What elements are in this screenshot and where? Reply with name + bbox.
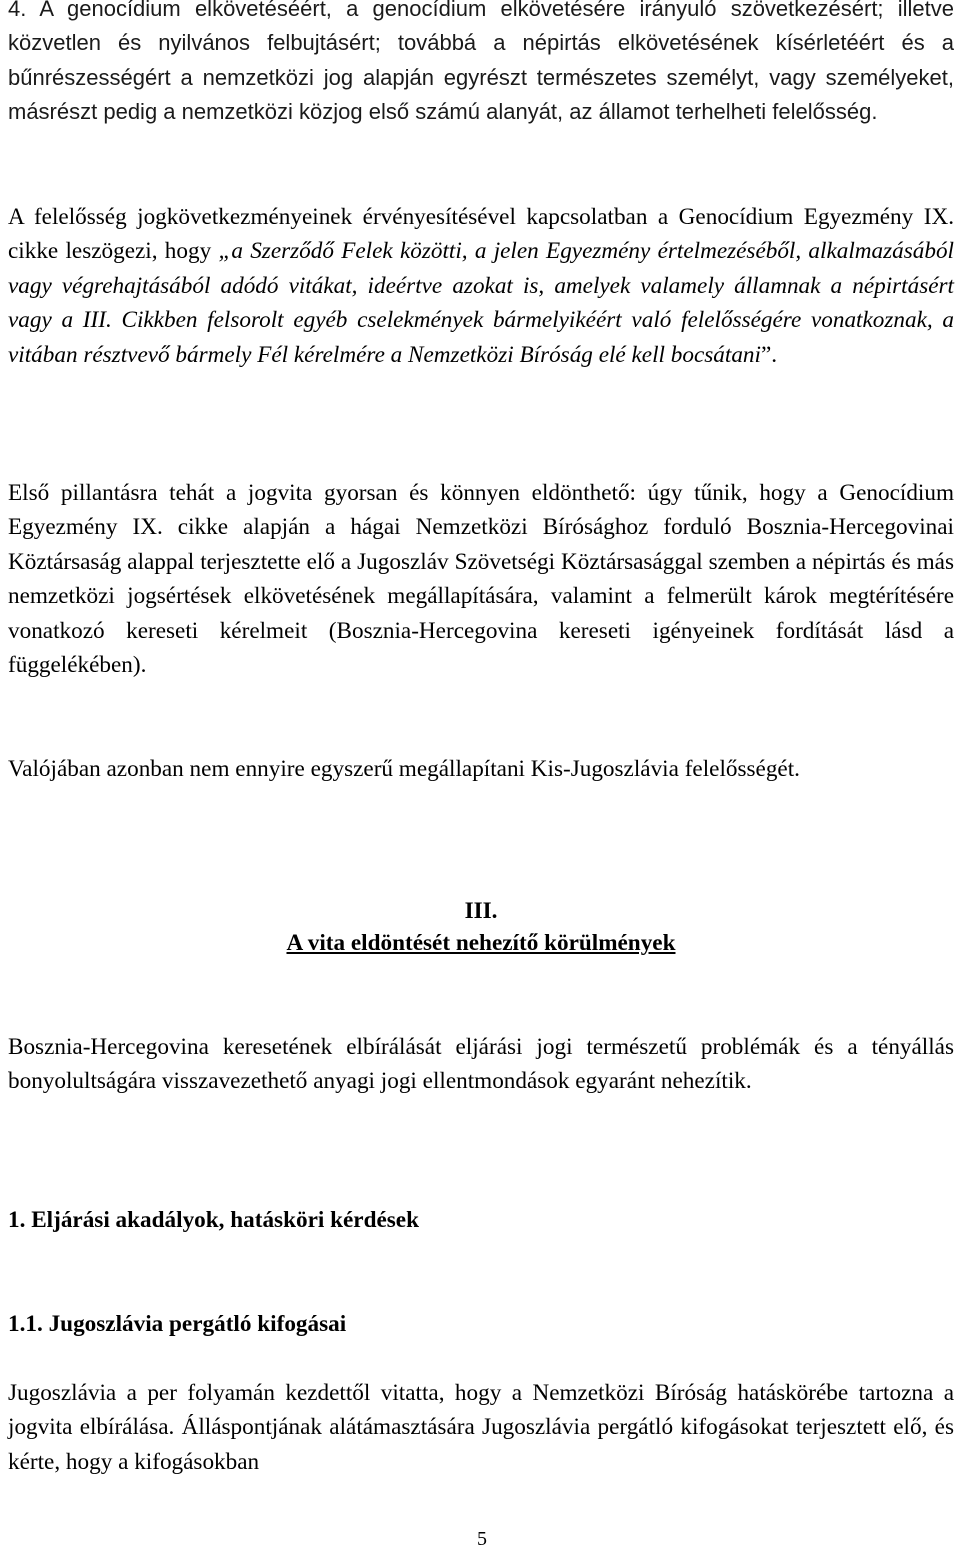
subheading-procedural-obstacles: 1. Eljárási akadályok, hatásköri kérdések (8, 1207, 419, 1233)
paragraph-bosnia-claim: Bosznia-Hercegovina keresetének elbírálását eljárási jogi természetű problémák és a tényállás bonyolultságára visszavezethető anyagi jogi ellentmondások egyaránt nehezítik. (8, 1034, 954, 1095)
section-number: III. (464, 898, 498, 924)
quotation-end: ”. (760, 341, 778, 368)
paragraph-article-ix (8, 200, 954, 372)
paragraph-first-glance: Első pillantásra tehát a jogvita gyorsan és könnyen eldönthető: úgy tűnik, hogy a Genocídium Egyezmény IX. cikke alapján a hágai Nemzetközi Bírósághoz forduló Bosznia-Hercegovinai Köztársaság alappal terjesztette elő a Jugoszláv Szövetségi Köztársasággal szemben a népirtás és más nemzetközi jogsértések elkövetésének megállapítására, valamint a felmerült károk megtérítésére vonatkozó kereseti kérelmeit (Bosznia-Hercegovina kereseti igényeinek fordítását lásd a függelékében). (8, 480, 954, 679)
subheading-preliminary-objections: 1.1. Jugoszlávia pergátló kifogásai (8, 1311, 347, 1337)
paragraph-genocide-responsibility: 4. A genocídium elkövetéséért, a genocídium elkövetésére irányuló szövetkezésért; illetve közvetlen és nyilvános felbujtásért; továbbá a népirtás elkövetésének kísérletéért és a bűnrészességért a nemzetközi jog alapján egyrészt természetes személyt, vagy személyeket, másrészt pedig a nemzetközi közjog első számú alanyát, az államot terhelheti felelősség. (8, 0, 954, 125)
paragraph-in-reality: Valójában azonban nem ennyire egyszerű megállapítani Kis-Jugoszlávia felelősségét. (8, 756, 800, 782)
section-title: A vita eldöntését nehezítő körülmények (286, 930, 676, 956)
paragraph-article-ix-intro: A felelősség jogkövetkezményeinek érvényesítésével kapcsolatban a Genocídium Egyezmény IX. cikke leszögezi, hogy (8, 204, 954, 265)
article-ix-quotation: „a Szerződő Felek közötti, a jelen Egyezmény értelmezéséből, alkalmazásából vagy végrehajtásából adódó vitákat, ideértve azokat is, amelyek valamely államnak a népirtásért vagy a III. Cikkben felsorolt egyéb cselekmények bármelyikéért való felelősségére vonatkoznak, a vitában résztvevő bármely Fél kérelmére a Nemzetközi Bíróság elé kell bocsátani (8, 238, 954, 368)
paragraph-yugoslavia-objections: Jugoszlávia a per folyamán kezdettől vitatta, hogy a Nemzetközi Bíróság hatáskörébe tartozna a jogvita elbírálása. Álláspontjának alátámasztására Jugoszlávia pergátló kifogásokat terjesztett elő, és kérte, hogy a kifogásokban (8, 1380, 954, 1475)
page-number: 5 (477, 1528, 487, 1550)
